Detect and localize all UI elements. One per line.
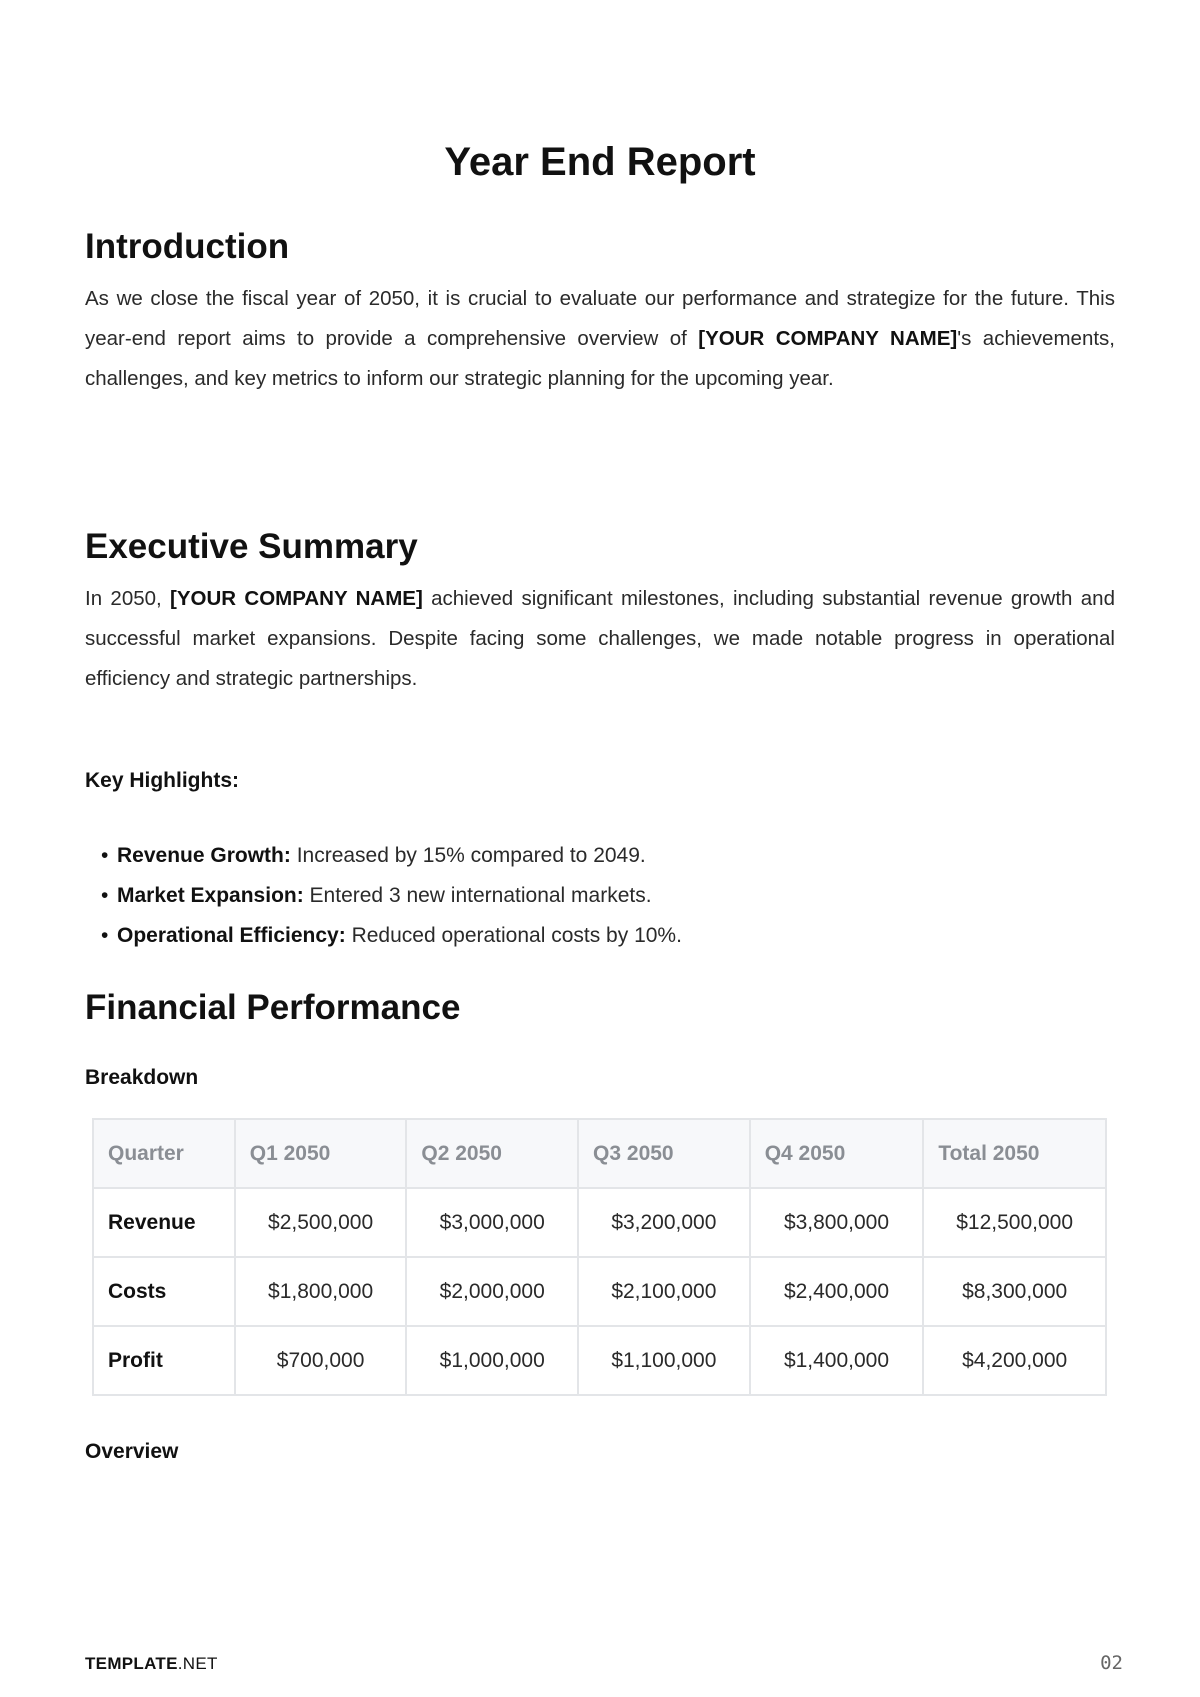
table-cell: $3,200,000 — [578, 1188, 750, 1257]
table-cell: $2,400,000 — [750, 1257, 924, 1326]
column-header: Quarter — [93, 1119, 235, 1188]
table-cell: $12,500,000 — [923, 1188, 1106, 1257]
column-header: Q2 2050 — [406, 1119, 578, 1188]
table-header-row — [93, 1119, 1106, 1188]
key-highlights-list — [85, 836, 682, 956]
financial-breakdown-table — [92, 1118, 1107, 1396]
row-header: Profit — [93, 1326, 235, 1395]
list-item — [85, 916, 682, 956]
row-header: Revenue — [93, 1188, 235, 1257]
table-cell: $1,100,000 — [578, 1326, 750, 1395]
highlight-label: Revenue Growth: — [117, 844, 291, 867]
table-cell: $3,800,000 — [750, 1188, 924, 1257]
brand-logo — [85, 1654, 218, 1674]
key-highlights-heading: Key Highlights: — [85, 769, 240, 792]
brand-name-bold: TEMPLATE — [85, 1654, 178, 1673]
page-number: 02 — [1100, 1652, 1123, 1674]
executive-summary-text-1: In 2050, — [85, 587, 171, 610]
introduction-paragraph — [85, 279, 1115, 399]
column-header: Total 2050 — [923, 1119, 1106, 1188]
table-cell: $8,300,000 — [923, 1257, 1106, 1326]
list-item — [85, 876, 682, 916]
table-cell: $3,000,000 — [406, 1188, 578, 1257]
table-cell: $1,800,000 — [235, 1257, 407, 1326]
list-item — [85, 836, 682, 876]
table-cell: $1,400,000 — [750, 1326, 924, 1395]
overview-heading: Overview — [85, 1440, 179, 1463]
highlight-label: Market Expansion: — [117, 884, 304, 907]
table-cell: $700,000 — [235, 1326, 407, 1395]
table-cell: $2,100,000 — [578, 1257, 750, 1326]
financial-performance-heading: Financial Performance — [85, 988, 461, 1027]
executive-summary-heading: Executive Summary — [85, 527, 418, 566]
executive-summary-paragraph — [85, 579, 1115, 699]
breakdown-heading: Breakdown — [85, 1066, 199, 1089]
row-header: Costs — [93, 1257, 235, 1326]
brand-name-suffix: .NET — [177, 1654, 218, 1673]
table-row — [93, 1326, 1106, 1395]
company-name-placeholder: [YOUR COMPANY NAME] — [170, 587, 423, 610]
table-row — [93, 1257, 1106, 1326]
report-title: Year End Report — [444, 140, 756, 184]
introduction-heading: Introduction — [85, 227, 290, 266]
introduction-text-2: 's achievements, challenges, and key metrics to inform our strategic planning for the upcoming year. — [85, 327, 1115, 390]
highlight-text: Increased by 15% compared to 2049. — [290, 844, 646, 867]
table-cell: $2,500,000 — [235, 1188, 407, 1257]
introduction-text-1: As we close the fiscal year of 2050, it is crucial to evaluate our performance and strategize for the future. This year-end report aims to provide a comprehensive overview of — [85, 287, 1115, 350]
column-header: Q3 2050 — [578, 1119, 750, 1188]
highlight-text: Entered 3 new international markets. — [303, 884, 652, 907]
table-cell: $4,200,000 — [923, 1326, 1106, 1395]
highlight-text: Reduced operational costs by 10%. — [345, 924, 682, 947]
table-cell: $1,000,000 — [406, 1326, 578, 1395]
column-header: Q1 2050 — [235, 1119, 407, 1188]
table-cell: $2,000,000 — [406, 1257, 578, 1326]
executive-summary-text-2: achieved significant milestones, including substantial revenue growth and successful market expansions. Despite facing some challenges, we made notable progress in operational efficiency and strategic partnerships. — [85, 587, 1115, 690]
company-name-placeholder: [YOUR COMPANY NAME] — [698, 327, 958, 350]
table-row — [93, 1188, 1106, 1257]
column-header: Q4 2050 — [750, 1119, 924, 1188]
highlight-label: Operational Efficiency: — [117, 924, 346, 947]
